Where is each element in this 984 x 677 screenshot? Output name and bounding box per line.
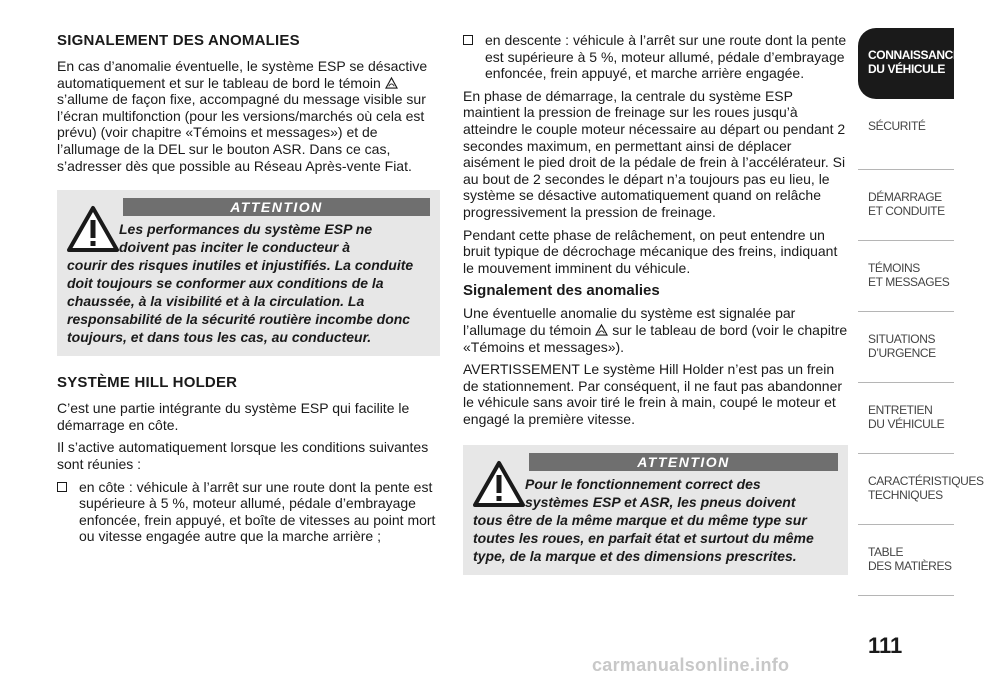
paragraph-esp-anomaly-part1: En cas d’anomalie éventuelle, le système ESP se désactive automatiquement et sur le tableau de bord le témoin — [57, 58, 428, 91]
tab-label-line1: CARACTÉRISTIQUES — [868, 474, 984, 488]
paragraph-hill-holder-conditions: Il s’active automatiquement lorsque les conditions suivantes sont réunies : — [57, 439, 429, 472]
attention-text-line1: Pour le fonctionnement correct des — [525, 476, 761, 493]
attention-text-rest: tous être de la même marque et du même type sur toutes les roues, en parfait état et surtout du même type, de la marque et des dimensions prescrites. — [473, 512, 814, 565]
esp-warning-icon — [385, 77, 398, 89]
watermark: carmanualsonline.info — [592, 655, 790, 675]
tab-label-line1: TABLE — [868, 545, 904, 559]
tab-label-line1: TÉMOINS — [868, 261, 920, 275]
paragraph-esp-anomaly-part2: s’allume de façon fixe, accompagné du message visible sur l’écran multifonction (pour les versions/marchés où cela est prévu) (voir chapitre «Témoins et messages») et de l’allumage de la DEL sur le bouton ASR. Dans ce cas, s’adresser dès que possible au Réseau Après-vente Fiat. — [57, 91, 426, 174]
paragraph-phase-relachement: Pendant cette phase de relâchement, on peut entendre un bruit typique de décrochage mécanique des freins, indiquant le mouvement imminent du véhicule. — [463, 226, 838, 276]
paragraph-hh-anomaly-part1: Une éventuelle anomalie du système est signalée par l’allumage du témoin — [463, 305, 796, 338]
attention-text-rest: courir des risques inutiles et injustifiés. La conduite doit toujours se conformer aux conditions de la chaussée, à la visibilité et à la circulation. La responsabilité de la sécurité routière incombe donc toujours, et dans tous les cas, au conducteur. — [67, 257, 414, 346]
attention-text — [473, 475, 838, 565]
attention-text — [67, 220, 430, 346]
heading-hill-holder: SYSTÈME HILL HOLDER — [57, 374, 238, 392]
tab-label-line1: ENTRETIEN — [868, 403, 933, 417]
attention-box-esp-performance — [57, 190, 440, 356]
tab-label-line2: DU VÉHICULE — [868, 62, 945, 76]
tab-label-line1: SITUATIONS — [868, 332, 936, 346]
attention-banner: ATTENTION — [529, 453, 838, 471]
paragraph-hill-holder-intro: C’est une partie intégrante du système ESP qui facilite le démarrage en côte. — [57, 400, 410, 433]
attention-banner: ATTENTION — [123, 198, 430, 216]
attention-box-tyres — [463, 445, 848, 575]
tab-label-line1: CONNAISSANCE — [868, 48, 961, 62]
esp-warning-icon — [595, 324, 608, 336]
list-item-en-cote — [57, 479, 440, 545]
paragraph-hh-anomaly — [463, 305, 848, 355]
attention-text-line2: doivent pas inciter le conducteur à — [119, 239, 351, 256]
tab-table-matieres[interactable] — [858, 525, 954, 596]
paragraph-esp-anomaly — [57, 58, 440, 174]
tab-entretien-vehicule[interactable] — [858, 383, 954, 454]
tab-situations-urgence[interactable] — [858, 312, 954, 383]
attention-text-line1: Les performances du système ESP ne — [119, 221, 373, 238]
list-item-text: en côte : véhicule à l’arrêt sur une route dont la pente est supérieure à 5 %, moteur allumé, pédale d’embrayage enfoncée, frein appuyé, et boîte de vitesses au point mort ou vitesse engagée autre que la marche arrière ; — [79, 478, 436, 545]
tab-label-line1: DÉMARRAGE — [868, 190, 942, 204]
paragraph-avertissement: AVERTISSEMENT Le système Hill Holder n’est pas un frein de stationnement. Par conséquent, il ne faut pas abandonner le véhicule sans avoir tiré le frein à main, coupé le moteur et engagé la première vitesse. — [463, 361, 843, 427]
tab-temoins-messages[interactable] — [858, 241, 954, 312]
heading-signalement-anomalies: SIGNALEMENT DES ANOMALIES — [57, 32, 300, 49]
tab-label-line2: D’URGENCE — [868, 346, 936, 360]
chapter-sidebar — [858, 28, 984, 596]
tab-label-line2: DES MATIÈRES — [868, 559, 952, 573]
warning-triangle-icon — [67, 205, 119, 253]
list-item-en-descente — [463, 32, 848, 82]
left-column — [57, 32, 440, 551]
tab-label-line1: SÉCURITÉ — [868, 119, 926, 133]
warning-triangle-icon — [473, 460, 525, 508]
paragraph-hh-anomaly-part2: sur le tableau de bord (voir le chapitre «Témoins et messages»). — [463, 321, 848, 355]
heading-signalement-anomalies-hh: Signalement des anomalies — [463, 282, 660, 300]
list-item-text: en descente : véhicule à l’arrêt sur une route dont la pente est supérieure à 5 %, moteur allumé, pédale d’embrayage enfoncée, frein appuyé, et marche arrière engagée. — [485, 32, 847, 82]
middle-column — [463, 32, 848, 575]
checkbox-bullet-icon — [57, 482, 67, 492]
tab-label-line2: ET CONDUITE — [868, 204, 945, 218]
tab-securite[interactable] — [858, 99, 954, 170]
attention-text-line2: systèmes ESP et ASR, les pneus doivent — [525, 494, 796, 511]
page-number: 111 — [868, 633, 903, 658]
tab-caracteristiques-techniques[interactable] — [858, 454, 984, 525]
tab-label-line2: DU VÉHICULE — [868, 417, 945, 431]
tab-label-line2: ET MESSAGES — [868, 275, 950, 289]
tab-connaissance-vehicule[interactable] — [858, 28, 961, 99]
checkbox-bullet-icon — [463, 35, 473, 45]
paragraph-phase-demarrage: En phase de démarrage, la centrale du système ESP maintient la pression de freinage sur les roues jusqu’à atteindre le couple moteur nécessaire au départ ou pendant 2 secondes maximum, en permettant ainsi de déplacer aisément le pied droit de la pédale de frein à l’accélérateur. Si au bout de 2 secondes le départ n’a toujours pas eu lieu, le système se désactive automatiquement quand on relâche progressivement la pression de freinage. — [463, 87, 846, 220]
tab-label-line2: TECHNIQUES — [868, 488, 943, 502]
tab-demarrage-conduite[interactable] — [858, 170, 954, 241]
